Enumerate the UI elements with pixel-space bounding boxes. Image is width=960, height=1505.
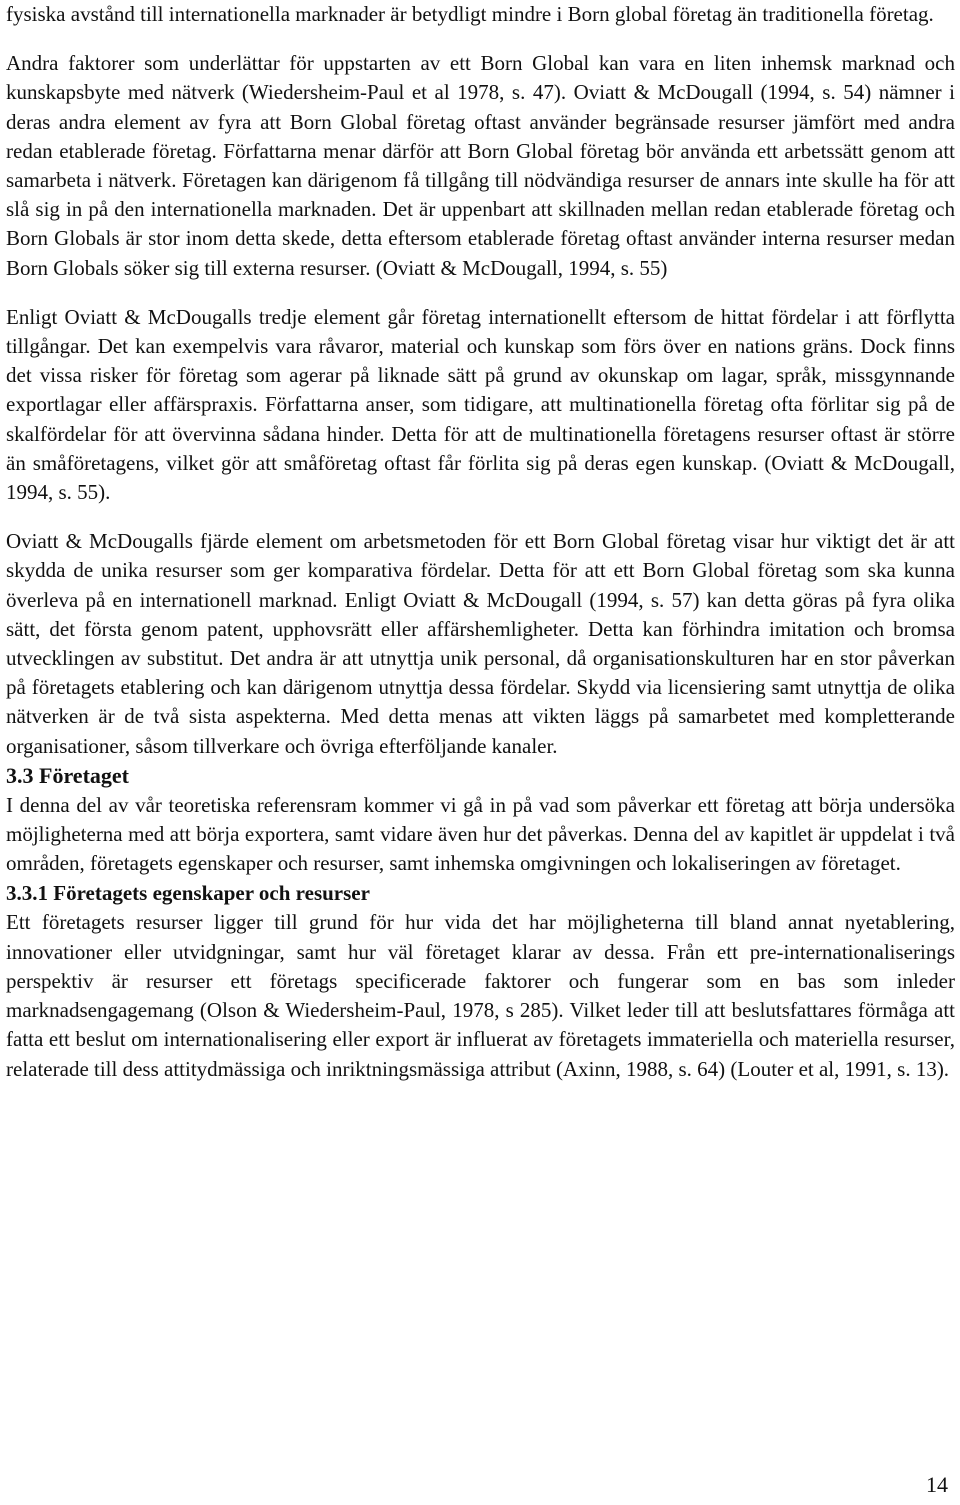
paragraph-born-global-factors: Andra faktorer som underlättar för uppstarten av ett Born Global kan vara en liten inhemsk marknad och kunskapsbyte med nätverk (Wiedersheim-Paul et al 1978, s. 47). Oviatt & McDougall (1994, s. 54) nämner i deras andra element av fyra att Born Global företag oftast använder begränsade resurser jämfört med andra redan etablerade företag. Författarna menar därför att Born Global företag bör använda ett arbetssätt genom att samarbeta i nätverk. Företagen kan därigenom få tillgång till nödvändiga resurser de annars inte skulle ha för att slå sig in på den internationella marknaden. Det är uppenbart att skillnaden mellan redan etablerade företag och Born Globals är stor inom detta skede, detta eftersom etablerade företag oftast använder interna resurser medan Born Globals söker sig till externa resurser. (Oviatt & McDougall, 1994, s. 55) <box>6 51 955 280</box>
subsection-paragraph: Ett företagets resurser ligger till grund för hur vida det har möjligheterna till bland annat nyetablering, innovationer eller utvidgningar, samt hur väl företaget klarar av dessa. Från ett pre-internationaliserings perspektiv är resurser ett företags specificerade faktorer och fungerar som en bas som inleder marknadsengagemang (Olson & Wiedersheim-Paul, 1978, s 285). Vilket leder till att beslutsfattares förmåga att fatta ett beslut om internationalisering eller export är influerat av företagets immateriella och materiella resurser, relaterade till dess attitydmässiga och inriktningsmässiga attribut (Axinn, 1988, s. 64) (Louter et al, 1991, s. 13). <box>6 910 955 1081</box>
page-number: 14 <box>926 1472 948 1497</box>
paragraph-fourth-element: Oviatt & McDougalls fjärde element om arbetsmetoden för ett Born Global företag visar hur viktigt det är att skydda de unika resurser som ger komparativa fördelar. Detta för att ett Born Global företag som ska kunna överleva på en internationell marknad. Enligt Oviatt & McDougall (1994, s. 57) kan detta göras på fyra olika sätt, det första genom patent, upphovsrätt eller affärshemligheter. Detta kan förhindra imitation och bromsa utvecklingen av substitut. Det andra är att utnyttja unik personal, då organisationskulturen har en stor påverkan på företagets etablering och kan därigenom utnyttja dessa fördelar. Skydd via licensiering samt utnyttja de olika nätverken är de två sista aspekterna. Med detta menas att vikten läggs på samarbetet med kompletterande organisationer, såsom tillverkare och övriga efterföljande kanaler. <box>6 529 955 758</box>
paragraph-continuation: fysiska avstånd till internationella marknader är betydligt mindre i Born global företag än traditionella företag. <box>6 2 934 26</box>
section-heading: 3.3 Företaget <box>6 762 129 788</box>
document-page <box>6 0 955 1084</box>
subsection-heading: 3.3.1 Företagets egenskaper och resurser <box>6 881 370 906</box>
paragraph-third-element: Enligt Oviatt & McDougalls tredje element går företag internationellt eftersom de hittat fördelar i att förflytta tillgångar. Det kan exempelvis vara råvaror, material och kunskap som förs över en nations gräns. Dock finns det vissa risker för företag som agerar på liknade sätt på grund av okunskap om lagar, språk, missgynnande exportlagar eller affärspraxis. Författarna anser, som tidigare, att multinationella företag ofta förlitar sig på de skalfördelar för att övervinna sådana hinder. Detta för att de multinationella företagens resurser oftast är större än småföretagens, vilket gör att småföretag oftast får förlita sig på deras egen kunskap. (Oviatt & McDougall, 1994, s. 55). <box>6 304 955 505</box>
section-paragraph: I denna del av vår teoretiska referensram kommer vi gå in på vad som påverkar ett företag att börja undersöka möjligheterna med att börja exportera, samt vidare även hur det påverkas. Denna del av kapitlet är uppdelat i två områden, företagets egenskaper och resurser, samt inhemska omgivningen och lokaliseringen av företaget. <box>6 792 955 876</box>
